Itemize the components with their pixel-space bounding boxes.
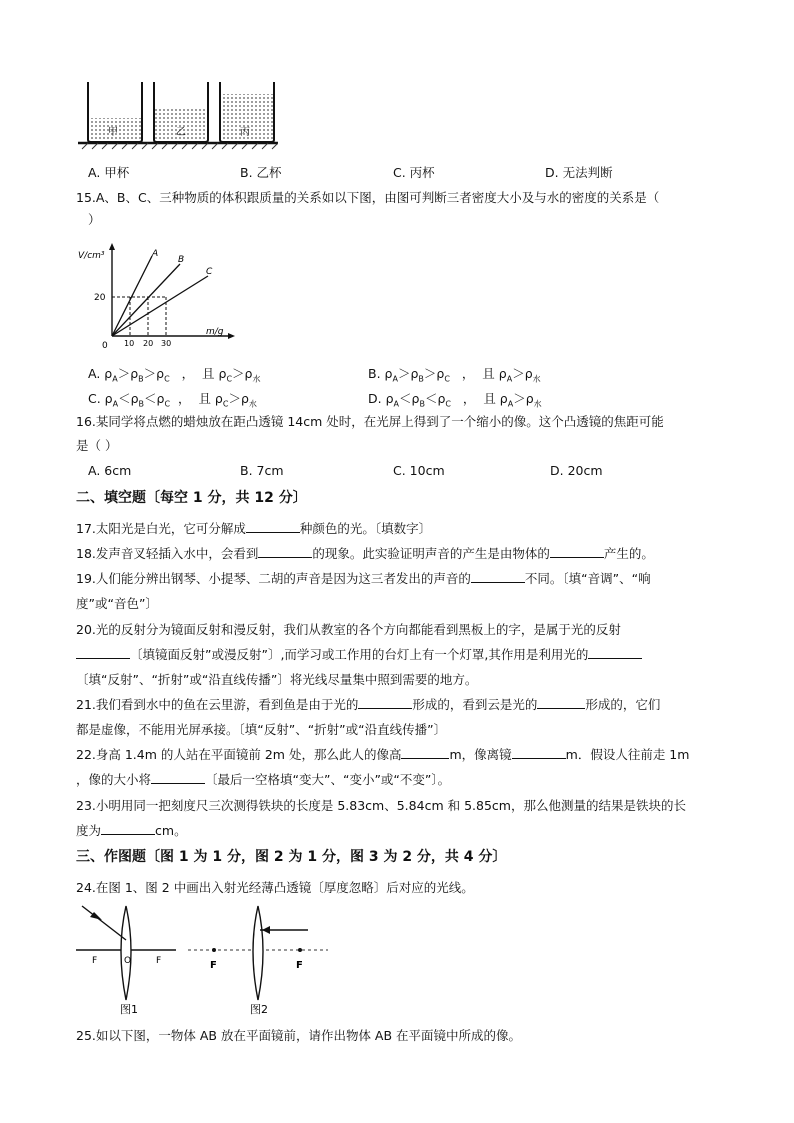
q19-line1: 19.人们能分辨出钢琴、小提琴、二胡的声音是因为这三者发出的声音的 不同。〔填“音调”、“响 [76,571,651,586]
q20-line2: 〔填镜面反射”或漫反射”〕,而学习或工作用的台灯上有一个灯罩,其作用是利用光的 [76,646,642,664]
q23-line1: 23.小明用同一把刻度尺三次测得铁块的长度是 5.83cm、5.84cm 和 5.85cm，那么他测量的结果是铁块的长 [76,798,686,813]
q20-blank-2[interactable] [588,646,642,659]
q15-option-c: C. $\rho_A<\rho_B<\rho_C$ ， 且 $\rho_C>\rho_水$ [88,391,257,409]
graph-x-tick-20: 20 [143,339,154,348]
q22-blank-1[interactable] [401,746,449,759]
graph-x-tick-10: 10 [124,339,135,348]
q14-option-c: C. 丙杯 [393,165,435,180]
section3-heading: 三、作图题〔图 1 为 1 分，图 2 为 1 分，图 3 为 2 分，共 4 分〕 [76,849,507,865]
q15-stem-line1: 15.A、B、C、三种物质的体积跟质量的关系如以下图，由图可判断三者密度大小及与水的密度的关系是（ [76,190,660,205]
q22-blank-3[interactable] [151,771,205,784]
graph-line-c-label: C [206,267,213,277]
q23-blank[interactable] [101,822,155,835]
q17: 17.太阳光是白光，它可分解成 种颜色的光。〔填数字〕 [76,521,432,536]
graph-line-b-label: B [178,255,185,265]
cup-label-bing: 丙 [240,127,250,138]
q21-line2: 都是虚像，不能用光屏承接。〔填“反射”、“折射”或“沿直线传播”〕 [76,722,447,737]
q20-line3: 〔填“反射”、“折射”或“沿直线传播”〕将光线尽量集中照到需要的地方。 [76,672,478,687]
q15-option-d: D. $\rho_A<\rho_B<\rho_C$ ， 且 $\rho_A>\rho_水$ [368,391,542,409]
graph-origin: 0 [102,341,108,350]
q15-option-a: A. $\rho_A>\rho_B>\rho_C$ ， 且 $\rho_C>\rho_水$ [88,366,261,384]
q20-line1: 20.光的反射分为镜面反射和漫反射，我们从教室的各个方向都能看到黑板上的字，是属于光的反射 [76,622,621,637]
q22-line2: ，像的大小将 〔最后一空格填“变大”、“变小”或“不变”〕。 [76,772,451,787]
lens-figure-1 [76,900,186,1018]
q19-blank[interactable] [471,570,525,583]
q18-blank-1[interactable] [258,545,312,558]
q16-option-b: B. 7cm [240,463,284,478]
q16-option-c: C. 10cm [393,463,445,478]
fig1-f-left: F [92,956,98,966]
graph-line-a-label: A [152,249,159,259]
q19-line2: 度”或“音色”〕 [76,596,158,611]
q16-line2: 是（ ） [76,438,118,453]
q15-option-b: B. $\rho_A>\rho_B>\rho_C$ ， 且 $\rho_A>\rho_水$ [368,366,541,384]
q21-blank-1[interactable] [358,696,412,709]
cups-figure [78,80,278,150]
cup-label-yi: 乙 [176,127,186,138]
fig1-center: O [124,956,132,966]
q21-line1: 21.我们看到水中的鱼在云里游，看到鱼是由于光的 形成的，看到云是光的 形成的，它们 [76,697,661,712]
fig2-caption: 图2 [250,1003,268,1016]
fig2-f-right: F [296,960,303,971]
q18: 18.发声音叉轻插入水中，会看到 的现象。此实验证明声音的产生是由物体的 产生的。 [76,546,654,561]
lens-figure-2 [188,900,338,1018]
graph-x-label: m/g [206,327,224,337]
graph-x-tick-30: 30 [161,339,172,348]
q16-line1: 16.某同学将点燃的蜡烛放在距凸透镜 14cm 处时，在光屏上得到了一个缩小的像。这个凸透镜的焦距可能 [76,414,664,429]
q24: 24.在图 1、图 2 中画出入射光经薄凸透镜〔厚度忽略〕后对应的光线。 [76,880,474,895]
q23-line2: 度为 cm。 [76,823,187,838]
section2-heading: 二、填空题〔每空 1 分，共 12 分〕 [76,490,307,506]
fig2-f-left: F [210,960,217,971]
q22-line1: 22.身高 1.4m 的人站在平面镜前 2m 处，那么此人的像高 m，像离镜 m．假设人往前走 1m [76,747,690,762]
q18-blank-2[interactable] [550,545,604,558]
density-graph [78,240,238,350]
fig1-caption: 图1 [120,1003,138,1016]
q16-option-a: A. 6cm [88,463,132,478]
q16-option-d: D. 20cm [550,463,603,478]
graph-y-tick-20: 20 [94,293,106,303]
q15-stem-line2: ） [88,212,101,227]
q17-blank[interactable] [246,520,300,533]
q20-blank-1[interactable] [76,646,130,659]
q21-blank-2[interactable] [537,696,585,709]
cup-label-jia: 甲 [108,127,118,138]
q14-option-a: A. 甲杯 [88,165,130,180]
q14-option-d: D. 无法判断 [545,165,613,180]
q22-blank-2[interactable] [512,746,566,759]
graph-y-label: V/cm³ [78,251,105,261]
q14-option-b: B. 乙杯 [240,165,282,180]
fig1-f-right: F [156,956,162,966]
q25: 25.如以下图，一物体 AB 放在平面镜前，请作出物体 AB 在平面镜中所成的像。 [76,1028,522,1043]
